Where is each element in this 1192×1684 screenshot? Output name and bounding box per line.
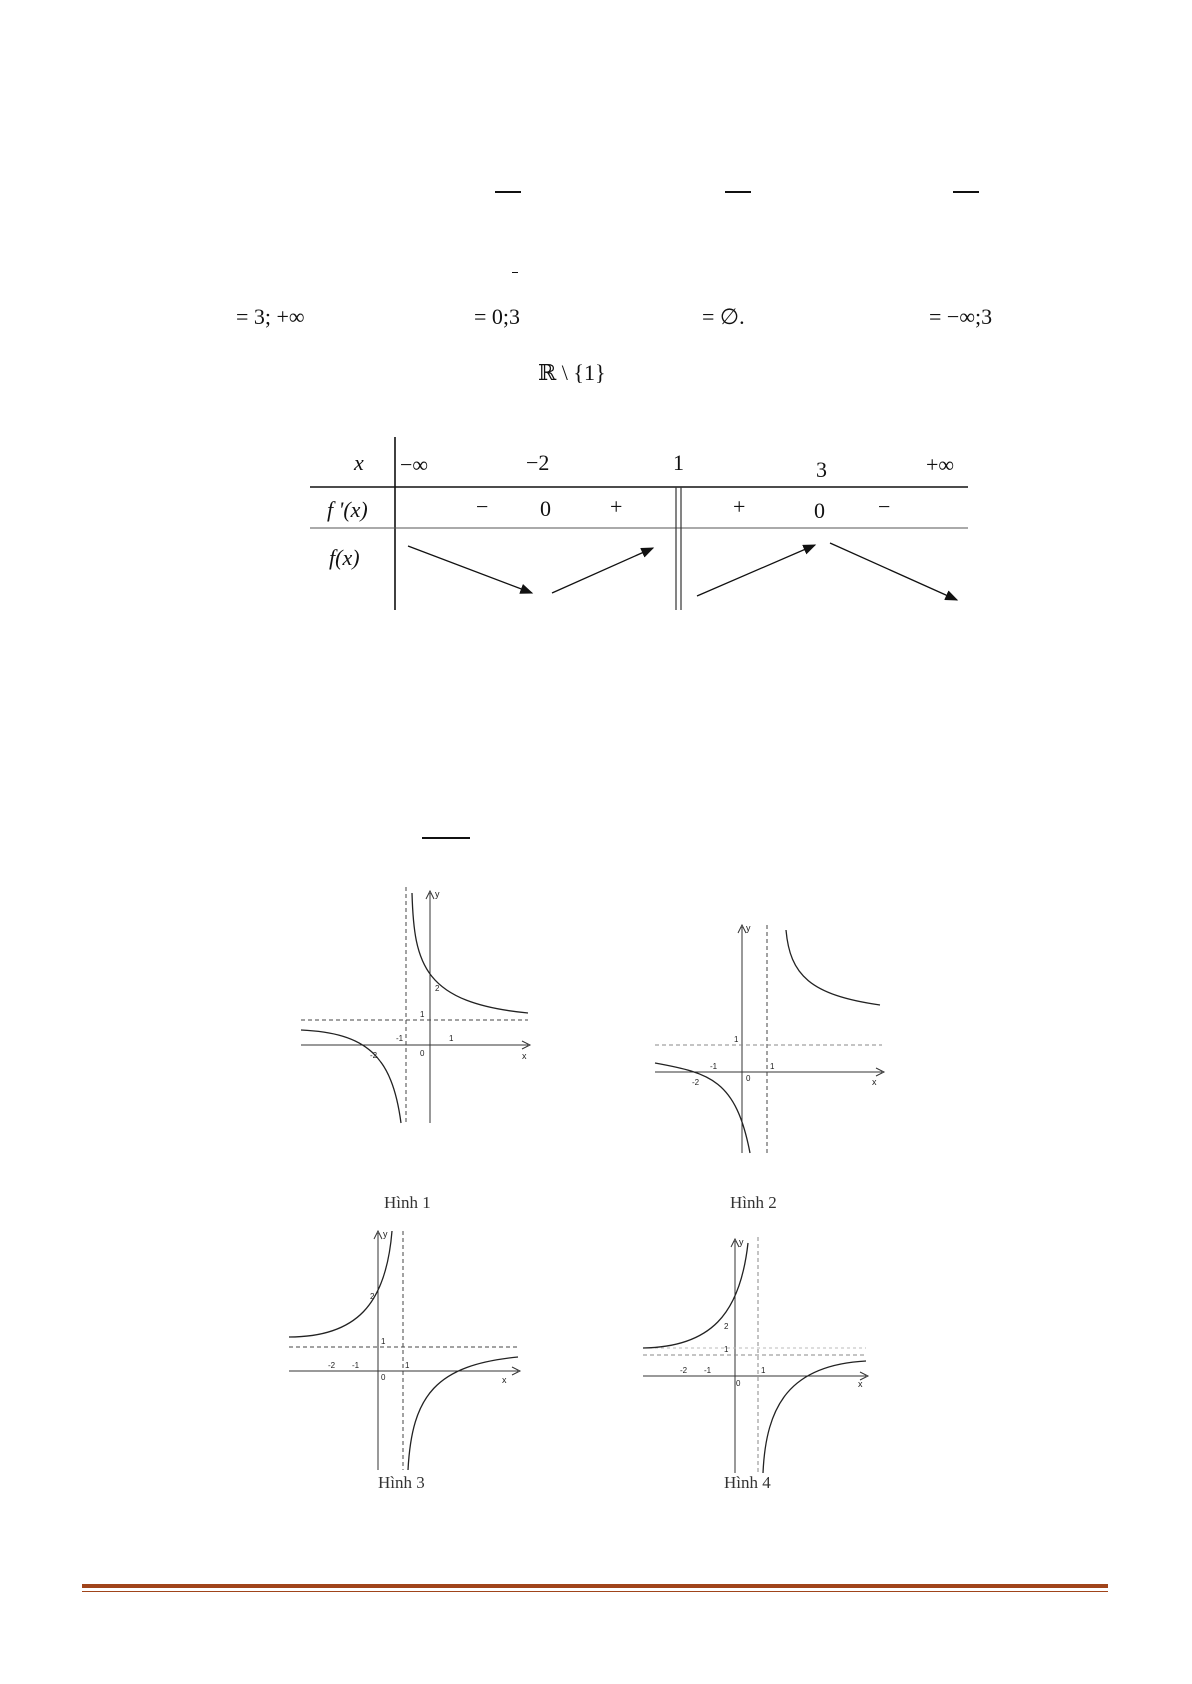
arrow-decrease-2 [830, 543, 957, 600]
sign-3: + [610, 494, 623, 519]
graph-1-tick-y2: 2 [435, 984, 440, 993]
x-value-neg-inf: −∞ [400, 452, 429, 477]
graph-3-tick-x1: 1 [405, 1361, 410, 1370]
graph-4-tick-0: 0 [736, 1379, 741, 1388]
graph-1-tick-neg2: -2 [370, 1051, 378, 1060]
graph-3-axis-x: x [502, 1375, 507, 1385]
row-label-f: f(x) [329, 545, 360, 570]
graph-2-tick-0: 0 [746, 1074, 751, 1083]
graph-2 [650, 915, 890, 1155]
footer-rule [82, 1584, 1108, 1588]
sign-6: − [878, 494, 891, 519]
graph-2-tick-neg1: -1 [710, 1062, 718, 1071]
graph-4-tick-neg1: -1 [704, 1366, 712, 1375]
graph-3-axis-y: y [383, 1229, 388, 1239]
arrow-increase-2 [697, 545, 815, 596]
graph-3-tick-neg1: -1 [352, 1361, 360, 1370]
sign-5: 0 [814, 498, 825, 523]
sign-1: − [476, 494, 489, 519]
graph-1 [296, 885, 536, 1125]
fraction-bar-function [422, 837, 470, 839]
graph-3-caption: Hình 3 [378, 1473, 425, 1492]
graph-3-tick-0: 0 [381, 1373, 386, 1382]
fraction-bar-b [725, 191, 751, 193]
graph-1-axis-y: y [435, 889, 440, 899]
graph-3-tick-neg2: -2 [328, 1361, 336, 1370]
graph-4-tick-y1: 1 [724, 1345, 729, 1354]
answer-a: = 3; +∞ [236, 304, 305, 329]
graph-2-axis-x: x [872, 1077, 877, 1087]
graph-1-tick-neg1: -1 [396, 1034, 404, 1043]
arrow-increase-1 [552, 548, 653, 593]
variation-table [300, 435, 980, 610]
graph-2-tick-x1: 1 [770, 1062, 775, 1071]
answer-b: = 0;3 [474, 304, 521, 329]
fraction-bar-small [512, 272, 518, 273]
graph-2-axis-y: y [746, 923, 751, 933]
fraction-bar-c [953, 191, 979, 193]
graph-3-tick-y2: 2 [370, 1292, 375, 1301]
graph-4-tick-y2: 2 [724, 1322, 729, 1331]
graph-3-tick-y1: 1 [381, 1337, 386, 1346]
x-value-neg2: −2 [526, 450, 550, 475]
arrow-decrease-1 [408, 546, 532, 593]
fraction-bar-a [495, 191, 521, 193]
graph-1-tick-x1: 1 [449, 1034, 454, 1043]
x-value-pos-inf: +∞ [926, 452, 955, 477]
graph-4-axis-x: x [858, 1379, 863, 1389]
graph-2-caption: Hình 2 [730, 1193, 777, 1212]
graph-2-tick-y1: 1 [734, 1035, 739, 1044]
graph-4-axis-y: y [739, 1237, 744, 1247]
graph-1-tick-y1: 1 [420, 1010, 425, 1019]
graph-4 [640, 1235, 880, 1475]
graph-4-caption: Hình 4 [724, 1473, 771, 1492]
x-value-3: 3 [816, 457, 827, 482]
footer-rule-thin [82, 1591, 1108, 1592]
graph-4-tick-neg2: -2 [680, 1366, 688, 1375]
sign-4: + [733, 494, 746, 519]
row-label-fprime: f '(x) [327, 497, 368, 522]
x-value-1: 1 [673, 450, 684, 475]
graph-1-axis-x: x [522, 1051, 527, 1061]
graph-1-caption: Hình 1 [384, 1193, 431, 1212]
answer-c: = ∅. [702, 304, 745, 329]
domain-expression: ℝ \ {1} [538, 360, 606, 385]
row-label-x: x [354, 450, 364, 475]
graph-3 [286, 1225, 526, 1475]
graph-4-tick-x1: 1 [761, 1366, 766, 1375]
graph-2-tick-neg2: -2 [692, 1078, 700, 1087]
graph-1-tick-0: 0 [420, 1049, 425, 1058]
sign-2: 0 [540, 496, 551, 521]
answer-d: = −∞;3 [929, 304, 993, 329]
